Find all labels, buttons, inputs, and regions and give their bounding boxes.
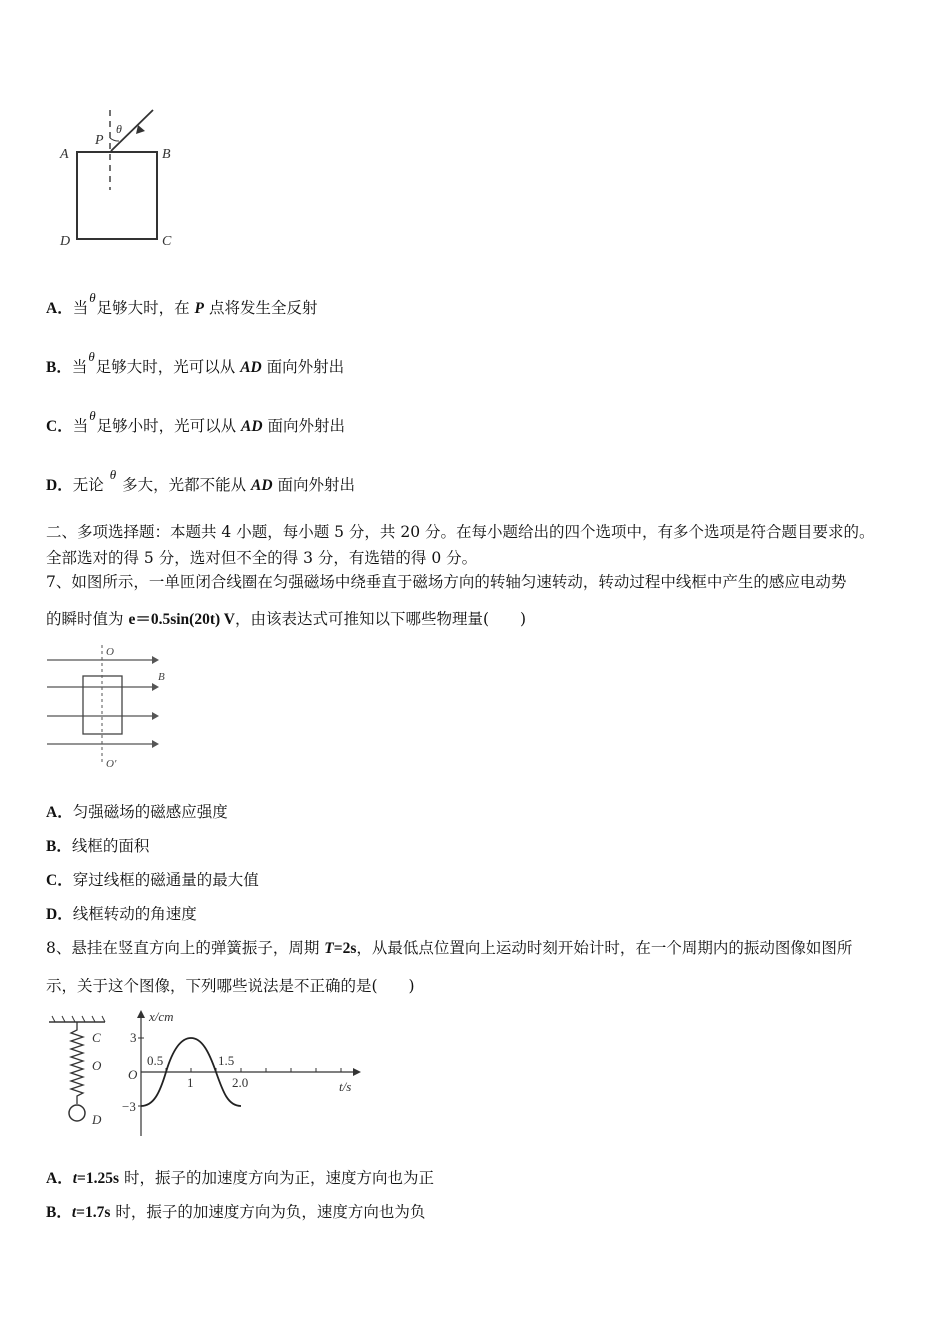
label-B: B [158,671,165,683]
time-var: t [71,1204,77,1221]
stem-text: ，由该表达式可推知以下哪些物理量( ) [234,610,527,628]
q8-option-a [46,1168,434,1189]
q7-stem-line2 [46,609,526,630]
option-var: AD [240,359,262,376]
option-text: 无论 [72,476,104,494]
option-label: C． [46,872,73,889]
label-P: P [95,133,104,148]
option-var: AD [251,477,273,494]
q6-option-d [46,467,356,496]
option-text: 当 [71,358,88,376]
option-text: 时，振子的加速度方向为负，速度方向也为负 [110,1203,426,1221]
period-var: T [324,940,334,957]
option-text: 穿过线框的磁通量的最大值 [72,871,259,889]
option-text: 线框的面积 [71,837,150,855]
option-label: B． [46,838,72,855]
option-label: C． [46,418,73,435]
option-text: 足够小时，光可以从 [96,417,242,435]
x-axis-label: t/s [339,1079,352,1094]
field-arrow [152,712,159,720]
q8-stem-line2: 示，关于这个图像，下列哪些说法是不正确的是( ) [46,977,415,995]
option-var: AD [241,418,263,435]
origin-label: O [128,1067,138,1082]
figure-refraction-square [50,100,200,260]
label-A: A [60,147,69,162]
option-text: 当 [72,299,89,317]
option-label: B． [46,1204,72,1221]
y-tick-label-neg3: −3 [122,1099,136,1114]
stem-text: ，从最低点位置向上运动时刻开始计时，在一个周期内的振动图像如图所 [356,939,853,957]
q7-option-a [46,802,228,823]
x-axis-arrow [353,1068,361,1076]
q8-option-b [46,1202,425,1223]
spring-coil [71,1022,83,1104]
y-axis-label: x/cm [149,1009,174,1024]
x-tick-label-1.5: 1.5 [218,1053,235,1068]
emf-formula: e＝0.5sin(20t) V [128,611,235,628]
option-text: 点将发生全反射 [204,299,318,317]
label-O: O [106,646,114,658]
option-text: 多大，光都不能从 [122,476,252,494]
option-label: D． [46,906,73,923]
field-arrow [152,740,159,748]
theta-symbol: θ [89,290,96,305]
option-text: 面向外射出 [262,417,346,435]
q8-stem-line1 [46,938,852,959]
field-arrow [152,683,159,691]
option-text: 线框转动的角速度 [72,905,197,923]
x-tick-label-1: 1 [187,1075,194,1090]
option-label: A． [46,1170,73,1187]
time-value: =1.7s [76,1204,111,1221]
q6-option-c [46,408,346,437]
figure-spring-oscillator [45,1012,120,1137]
q7-option-b [46,836,149,857]
label-C: C [162,234,172,249]
label-O: O [92,1058,102,1073]
stem-text: 的瞬时值为 [46,610,129,628]
option-label: B． [46,359,72,376]
field-arrow [152,656,159,664]
y-tick-label-3: 3 [130,1030,137,1045]
label-O-prime: O′ [106,758,117,770]
option-var: P [194,300,205,317]
x-tick-label-2.0: 2.0 [232,1075,249,1090]
section2-line1: 二、多项选择题：本题共 4 小题，每小题 5 分，共 20 分。在每小题给出的四个选项中，有多个选项是符合题目要求的。 [46,523,875,541]
time-var: t [72,1170,78,1187]
figure-displacement-time-graph [110,1008,370,1143]
q7-option-c [46,870,259,891]
option-text: 面向外射出 [261,358,345,376]
q6-option-b [46,349,345,378]
option-text: 时，振子的加速度方向为正，速度方向也为正 [119,1169,434,1187]
square-outline [77,152,157,239]
label-C: C [92,1030,101,1045]
section2-line2: 全部选对的得 5 分，选对但不全的得 3 分，有选错的得 0 分。 [46,549,478,567]
x-tick-label-0.5: 0.5 [147,1053,164,1068]
option-text: 面向外射出 [272,476,356,494]
q7-option-d [46,904,197,925]
q7-stem-line1: 7、如图所示，一单匝闭合线圈在匀强磁场中绕垂直于磁场方向的转轴匀速转动，转动过程中线框中产生的感应电动势 [46,573,847,591]
option-text: 当 [72,417,89,435]
angle-arc [110,138,119,141]
oscillator-ball [69,1105,85,1121]
label-B: B [162,147,171,162]
y-axis-arrow [137,1010,145,1018]
option-label: A． [46,804,73,821]
label-theta: θ [116,122,122,136]
option-label: A． [46,300,73,317]
label-D: D [92,1112,102,1127]
time-value: =1.25s [77,1170,120,1187]
theta-symbol: θ [109,467,117,482]
period-value: =2s [333,940,357,957]
option-text: 匀强磁场的磁感应强度 [72,803,228,821]
theta-symbol: θ [88,349,95,364]
stem-text: 8、悬挂在竖直方向上的弹簧振子，周期 [46,939,325,957]
q6-option-a [46,290,318,319]
option-text: 足够大时，光可以从 [95,358,241,376]
option-text: 足够大时，在 [96,299,195,317]
option-label: D． [46,477,73,494]
label-D: D [60,234,71,249]
theta-symbol: θ [89,408,96,423]
figure-coil-in-field [40,640,190,775]
